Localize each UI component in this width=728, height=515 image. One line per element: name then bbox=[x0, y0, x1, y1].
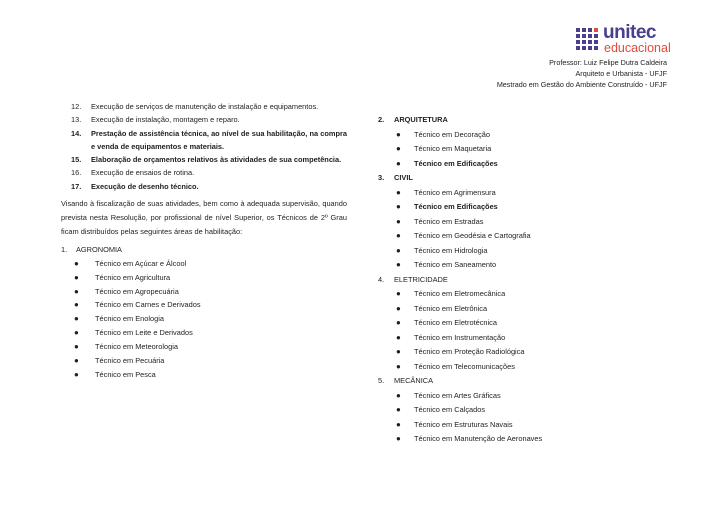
bullet-icon: ● bbox=[396, 144, 401, 153]
bullet-item: ● Técnico em Hidrologia bbox=[378, 244, 668, 259]
bullet-icon: ● bbox=[74, 356, 79, 366]
item-number: 13. bbox=[71, 115, 82, 125]
bullet-item: ● Técnico em Estruturas Navais bbox=[378, 418, 668, 433]
bullet-item: ● Técnico em Geodésia e Cartografia bbox=[378, 229, 668, 244]
item-number: 15. bbox=[71, 155, 82, 165]
bullet-item: ● Técnico em Eletrônica bbox=[378, 302, 668, 317]
bullet-list bbox=[61, 257, 347, 382]
bullet-item: ● Técnico em Leite e Derivados bbox=[61, 326, 347, 340]
bullet-item: ● Técnico em Estradas bbox=[378, 215, 668, 230]
left-column bbox=[61, 100, 347, 382]
bullet-icon: ● bbox=[396, 231, 401, 240]
bullet-icon: ● bbox=[74, 314, 79, 324]
section-heading: 4. ELETRICIDADE bbox=[378, 274, 448, 284]
item-text: Execução de ensaios de rotina. bbox=[91, 168, 195, 178]
list-item bbox=[61, 180, 347, 193]
bullet-icon: ● bbox=[396, 318, 401, 327]
bullet-item: ● Técnico em Açúcar e Álcool bbox=[61, 257, 347, 271]
bullet-item: ● Técnico em Eletromecânica bbox=[378, 287, 668, 302]
section-title: MECÂNICA bbox=[394, 376, 434, 385]
bullet-icon: ● bbox=[396, 405, 401, 414]
bullet-icon: ● bbox=[396, 129, 401, 139]
section-heading: 5. MECÂNICA bbox=[378, 376, 434, 385]
bullet-item: ● Técnico em Saneamento bbox=[378, 258, 668, 273]
list-item bbox=[61, 153, 347, 166]
bullet-icon: ● bbox=[74, 370, 79, 380]
bullet-icon: ● bbox=[396, 289, 401, 298]
section-heading bbox=[61, 243, 347, 256]
body-paragraph: Visando à fiscalização de suas atividades, bem como à adequada supervisão, quando prevista nesta Resolução, por profissional de nível Superior, os Técnicos de 2º Grau ficam distribuídos pelas seguintes áreas de habilitação: bbox=[61, 199, 347, 236]
bullet-item: ● Técnico em Instrumentação bbox=[378, 331, 668, 346]
bullet-item: ● Técnico em Maquetaria bbox=[378, 142, 668, 157]
item-number: 12. bbox=[71, 102, 82, 111]
bullet-item: ● Técnico em Enologia bbox=[61, 312, 347, 326]
page-header bbox=[497, 58, 667, 90]
bullet-icon: ● bbox=[396, 260, 401, 269]
header-degree: Mestrado em Gestão do Ambiente Construído - UFJF bbox=[496, 79, 667, 89]
bullet-icon: ● bbox=[74, 300, 79, 310]
bullet-item: ● Técnico em Agropecuária bbox=[61, 285, 347, 299]
header-professor: Professor: Luiz Felipe Dutra Caldeira bbox=[549, 58, 667, 67]
section-heading: 3. CIVIL bbox=[378, 173, 413, 182]
logo-subtitle: educacional bbox=[604, 41, 671, 55]
item-text: Execução de desenho técnico. bbox=[91, 181, 199, 191]
bullet-item: ● Técnico em Telecomunicações bbox=[378, 360, 668, 375]
bullet-item: ● Técnico em Agricultura bbox=[61, 271, 347, 285]
item-number: 16. bbox=[71, 168, 82, 178]
bullet-icon: ● bbox=[74, 272, 79, 282]
section-number: 1. bbox=[61, 245, 68, 255]
bullet-item: ● Técnico em Manutenção de Aeronaves bbox=[378, 432, 668, 447]
logo-dots-icon bbox=[576, 28, 600, 52]
bullet-icon: ● bbox=[396, 202, 401, 211]
bullet-item: ● Técnico em Artes Gráficas bbox=[378, 389, 668, 404]
bullet-icon: ● bbox=[396, 419, 401, 429]
bullet-icon: ● bbox=[74, 342, 79, 352]
item-text: Execução de instalação, montagem e reparo. bbox=[91, 115, 240, 125]
unitec-logo bbox=[576, 22, 671, 60]
bullet-item: ● Técnico em Proteção Radiológica bbox=[378, 345, 668, 360]
bullet-icon: ● bbox=[396, 158, 401, 168]
bullet-icon: ● bbox=[396, 245, 401, 255]
bullet-item: ● Técnico em Agrimensura bbox=[378, 186, 668, 201]
bullet-item: ● Técnico em Pesca bbox=[61, 368, 347, 382]
bullet-icon: ● bbox=[396, 187, 401, 197]
bullet-item: ● Técnico em Edificações bbox=[378, 157, 668, 172]
bullet-icon: ● bbox=[74, 286, 79, 296]
bullet-item: ● Técnico em Carnes e Derivados bbox=[61, 298, 347, 312]
item-number: 17. bbox=[71, 181, 82, 191]
bullet-item: ● Técnico em Calçados bbox=[378, 403, 668, 418]
right-column bbox=[378, 113, 668, 447]
bullet-item: ● Técnico em Meteorologia bbox=[61, 340, 347, 354]
section-title: CIVIL bbox=[394, 173, 413, 182]
bullet-icon: ● bbox=[396, 434, 401, 443]
bullet-item: ● Técnico em Pecuária bbox=[61, 354, 347, 368]
section-title: ARQUITETURA bbox=[394, 115, 448, 124]
list-item bbox=[61, 113, 347, 126]
item-number: 14. bbox=[71, 128, 82, 138]
item-text: Prestação de assistência técnica, ao nível de sua habilitação, na compra e venda de equipamentos e materiais. bbox=[91, 128, 347, 151]
item-text: Elaboração de orçamentos relativos às atividades de sua competência. bbox=[91, 155, 342, 165]
logo-wordmark: unitec bbox=[603, 22, 656, 43]
list-item bbox=[61, 100, 347, 113]
bullet-icon: ● bbox=[396, 347, 401, 356]
section-title: AGRONOMIA bbox=[76, 245, 122, 255]
bullet-item: ● Técnico em Edificações bbox=[378, 200, 668, 215]
bullet-icon: ● bbox=[396, 390, 401, 400]
bullet-icon: ● bbox=[396, 332, 401, 342]
section-title: ELETRICIDADE bbox=[394, 274, 448, 284]
item-text: Execução de serviços de manutenção de instalação e equipamentos. bbox=[91, 102, 319, 111]
header-title: Arquiteto e Urbanista - UFJF bbox=[575, 68, 667, 78]
bullet-item: ● Técnico em Decoração bbox=[378, 128, 668, 143]
bullet-icon: ● bbox=[396, 361, 401, 371]
bullet-icon: ● bbox=[396, 303, 401, 313]
bullet-icon: ● bbox=[74, 258, 79, 268]
list-item bbox=[61, 127, 347, 154]
section-heading: 2. ARQUITETURA bbox=[378, 115, 448, 124]
bullet-item: ● Técnico em Eletrotécnica bbox=[378, 316, 668, 331]
list-item bbox=[61, 166, 347, 179]
bullet-icon: ● bbox=[396, 216, 401, 226]
bullet-icon: ● bbox=[74, 328, 79, 338]
